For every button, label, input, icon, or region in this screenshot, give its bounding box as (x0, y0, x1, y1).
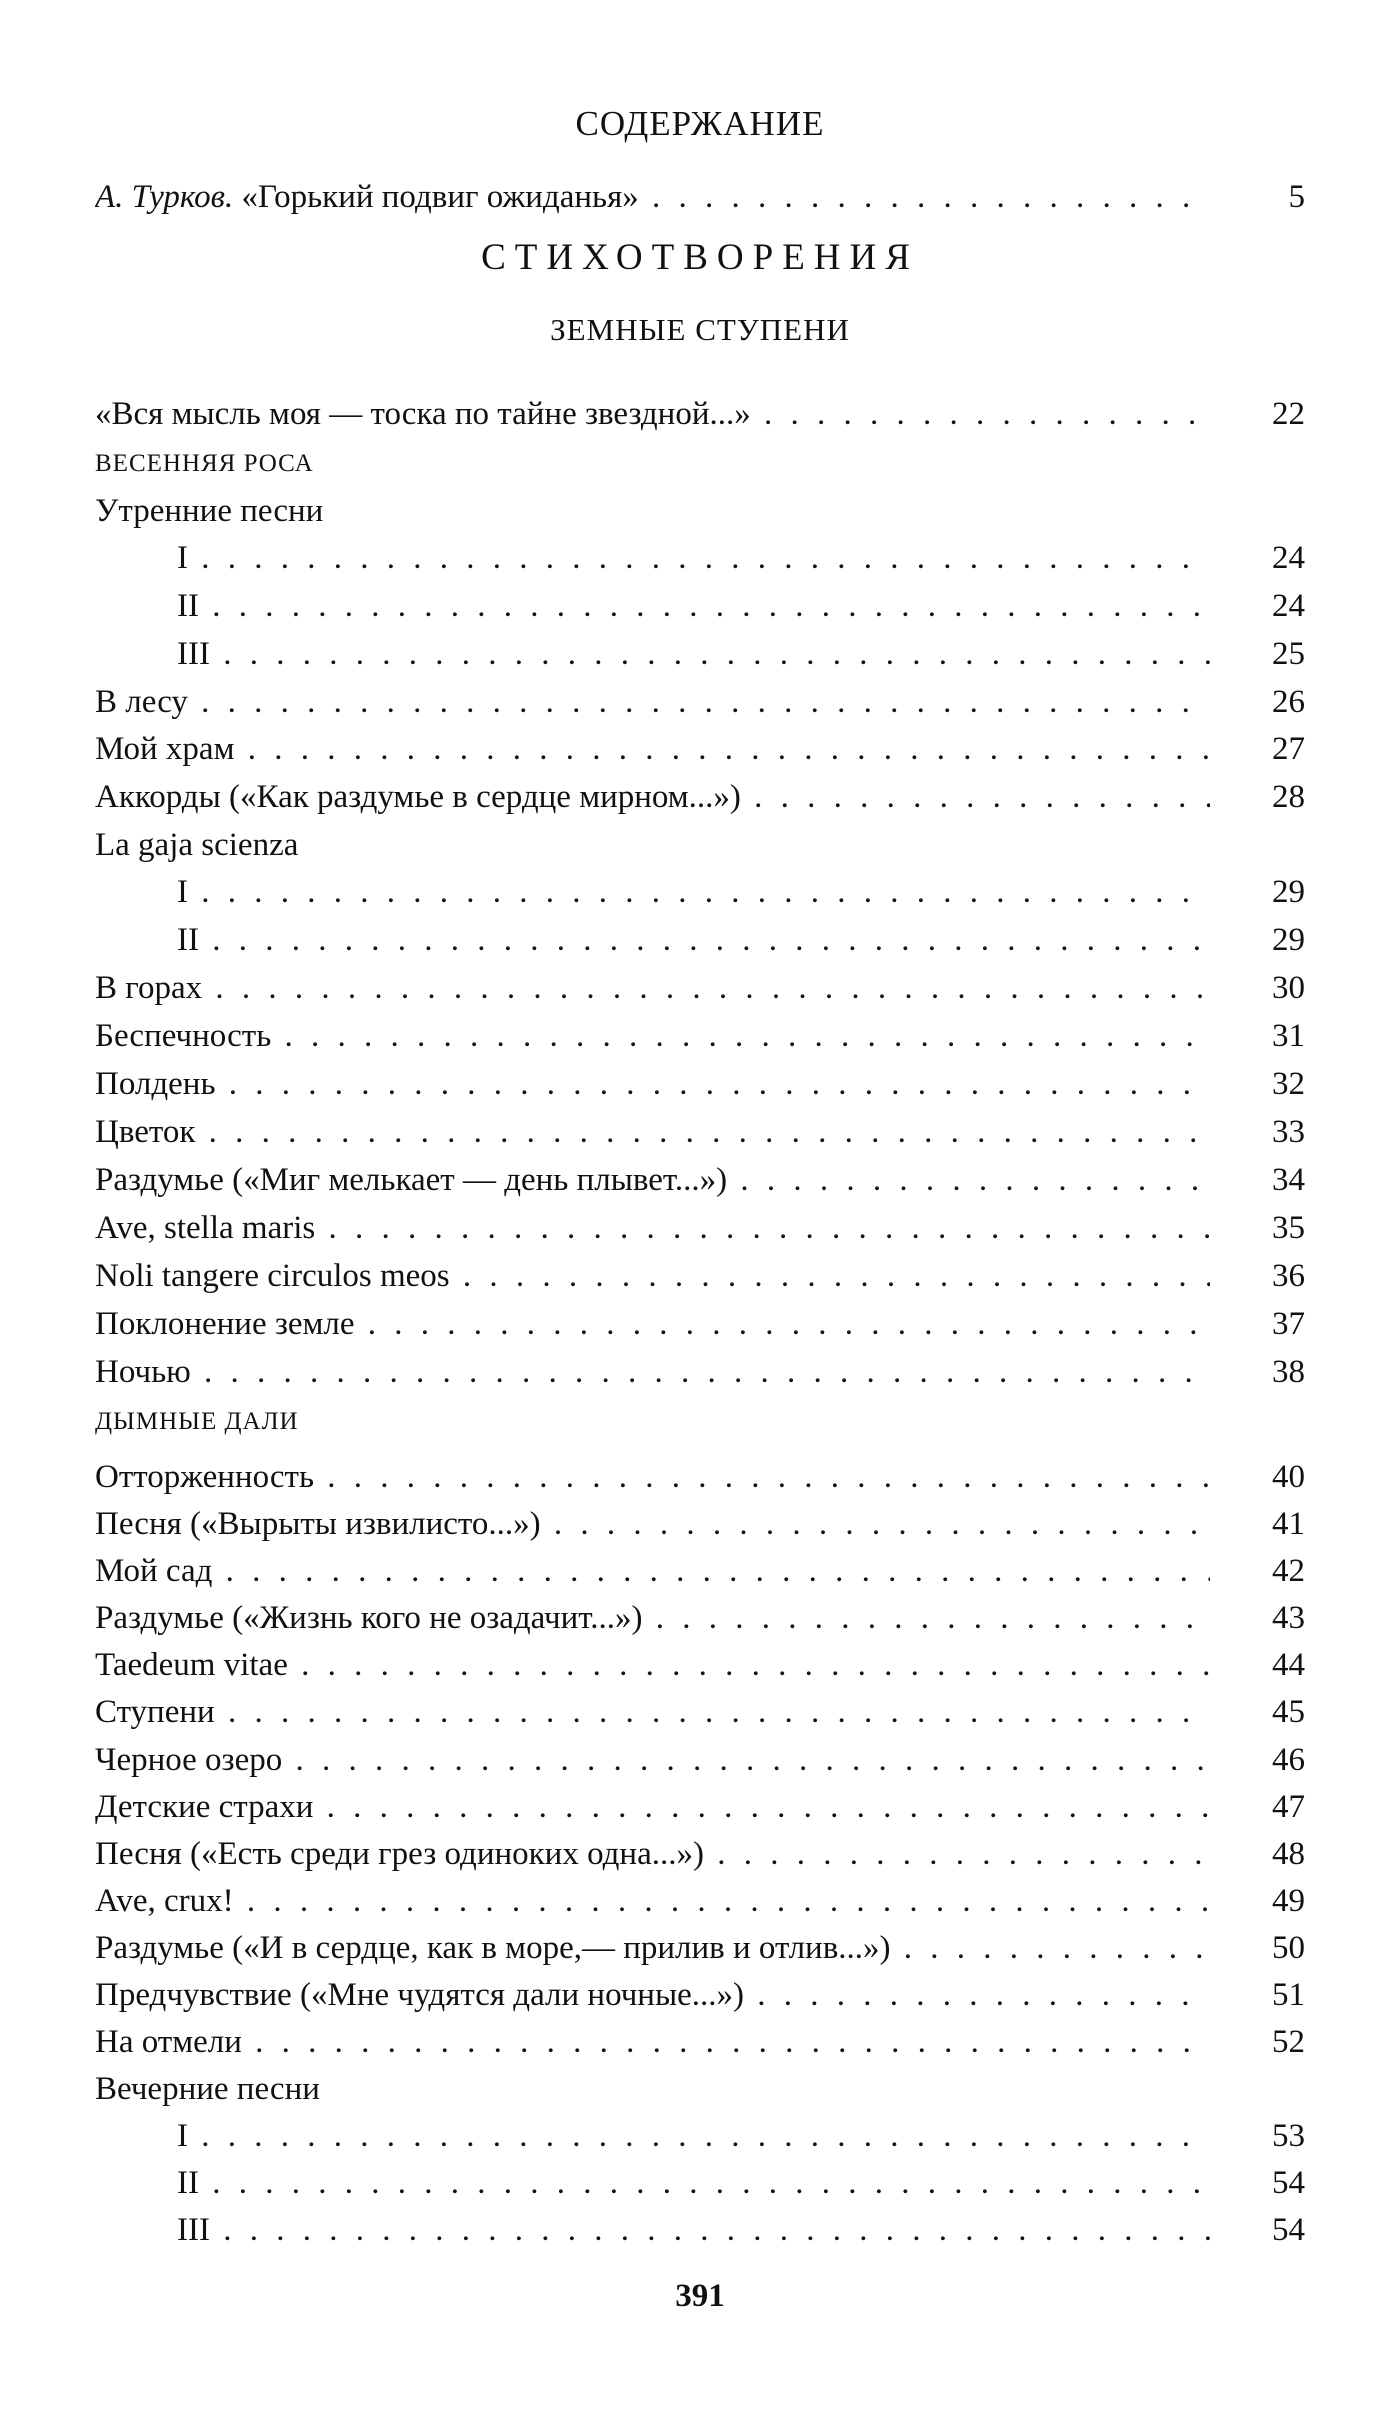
toc-entry (95, 1206, 1305, 1250)
toc-entry (95, 870, 1305, 914)
toc-entry-title: Taedeum vitae . . . (95, 1643, 1210, 1687)
toc-entry-title: Черное озеро . . . (95, 1738, 1210, 1782)
toc-entry (95, 1455, 1305, 1499)
toc-entry-title: Цветок . . . (95, 1110, 1210, 1154)
toc-entry (95, 680, 1305, 724)
toc-entry-page: 29 (1272, 922, 1305, 958)
toc-entry-page: 34 (1272, 1162, 1305, 1198)
toc-entry (95, 1690, 1305, 1734)
toc-entry-preface (95, 175, 1305, 219)
toc-entry-page: 32 (1272, 1066, 1305, 1102)
toc-entry-title: III . . . (177, 632, 1210, 676)
toc-entry-title: II . . . (177, 584, 1210, 628)
toc-entry-title: I . . . (177, 536, 1210, 580)
toc-entry (95, 584, 1305, 628)
toc-entry-page: 37 (1272, 1306, 1305, 1342)
toc-entry (95, 632, 1305, 676)
toc-entry-title: Песня («Есть среди грез одиноких одна...») . . . (95, 1832, 1210, 1876)
toc-entry-page: 24 (1272, 588, 1305, 624)
toc-entry-page: 36 (1272, 1258, 1305, 1294)
toc-entry (95, 1926, 1305, 1970)
toc-entry (95, 1158, 1305, 1202)
toc-entry (95, 2208, 1305, 2252)
toc-entry-page: 29 (1272, 874, 1305, 910)
toc-entry (95, 918, 1305, 962)
toc-entry-title: Раздумье («Жизнь кого не озадачит...») . . . (95, 1596, 1210, 1640)
toc-entry-title: I . . . (177, 2114, 1210, 2158)
toc-entry-title: Песня («Вырыты извилисто...») . . . (95, 1502, 1210, 1546)
toc-entry (95, 1549, 1305, 1593)
toc-entry (95, 2020, 1305, 2064)
toc-entry (95, 392, 1305, 436)
toc-entry-page: 25 (1272, 636, 1305, 672)
toc-entry-page: 28 (1272, 779, 1305, 815)
toc-group-title: Утренние песни (95, 493, 324, 529)
toc-entry (95, 1832, 1305, 1876)
page-number: 391 (675, 2278, 725, 2314)
toc-entry-title: Раздумье («И в сердце, как в море,— прилив и отлив...») . . . (95, 1926, 1210, 1970)
toc-entry-title: Мой храм . . . (95, 727, 1210, 771)
toc-entry (95, 2161, 1305, 2205)
toc-entry (95, 1785, 1305, 1829)
poems-heading: СТИХОТВОРЕНИЯ (481, 237, 919, 278)
toc-group-title: Вечерние песни (95, 2071, 320, 2107)
toc-entry-title: Ночью . . . (95, 1350, 1210, 1394)
toc-entry-page: 22 (1272, 396, 1305, 432)
toc-entry-title: Ave, stella maris . . . (95, 1206, 1210, 1250)
contents-heading: СОДЕРЖАНИЕ (575, 104, 825, 143)
toc-entry (95, 1350, 1305, 1394)
preface-entry-text (95, 175, 1210, 219)
toc-entry-title: II . . . (177, 2161, 1210, 2205)
toc-entry-title: I . . . (177, 870, 1210, 914)
toc-entry (95, 775, 1305, 819)
toc-group-heading (95, 2067, 1305, 2111)
toc-entry (95, 966, 1305, 1010)
toc-group-title: La gaja scienza (95, 827, 299, 863)
toc-entry-page: 53 (1272, 2118, 1305, 2154)
toc-entry-title: Предчувствие («Мне чудятся дали ночные...») . . . (95, 1973, 1210, 2017)
toc-entry-page: 33 (1272, 1114, 1305, 1150)
toc-entry-page: 44 (1272, 1647, 1305, 1683)
toc-entry-page: 40 (1272, 1459, 1305, 1495)
toc-entry-title: Ave, crux! . . . (95, 1879, 1210, 1923)
toc-entry (95, 1014, 1305, 1058)
toc-entry-page: 24 (1272, 540, 1305, 576)
toc-entry (95, 727, 1305, 771)
toc-entry-page: 43 (1272, 1600, 1305, 1636)
toc-section-title: ДЫМНЫЕ ДАЛИ (95, 1408, 299, 1435)
toc-entry (95, 1643, 1305, 1687)
toc-entry-page: 45 (1272, 1694, 1305, 1730)
toc-entry (95, 1973, 1305, 2017)
toc-entry-title: Аккорды («Как раздумье в сердце мирном...») . . . (95, 775, 1210, 819)
toc-entry-title: Беспечность . . . (95, 1014, 1210, 1058)
toc-entry-page: 51 (1272, 1977, 1305, 2013)
toc-entry-page: 42 (1272, 1553, 1305, 1589)
toc-entry (95, 1110, 1305, 1154)
toc-section-title: ВЕСЕННЯЯ РОСА (95, 450, 314, 477)
toc-entry (95, 536, 1305, 580)
toc-entry-page: 46 (1272, 1742, 1305, 1778)
toc-entry-title: Поклонение земле . . . (95, 1302, 1210, 1346)
toc-entry-title: Отторженность . . . (95, 1455, 1210, 1499)
toc-entry (95, 1596, 1305, 1640)
toc-entry-page: 48 (1272, 1836, 1305, 1872)
toc-entry-page: 54 (1272, 2212, 1305, 2248)
toc-section-heading (95, 442, 1305, 486)
toc-entry (95, 2114, 1305, 2158)
preface-page-number: 5 (1288, 179, 1305, 215)
toc-entry-title: Ступени . . . (95, 1690, 1210, 1734)
toc-entry-page: 38 (1272, 1354, 1305, 1390)
toc-entry-page: 52 (1272, 2024, 1305, 2060)
toc-section-heading (95, 1400, 1305, 1444)
toc-group-heading (95, 823, 1305, 867)
toc-entry-title: III . . . (177, 2208, 1210, 2252)
toc-entry (95, 1302, 1305, 1346)
toc-entry-title: Полдень . . . (95, 1062, 1210, 1106)
toc-entry-title: Детские страхи . . . (95, 1785, 1210, 1829)
toc-entry-title: «Вся мысль моя — тоска по тайне звездной...» . . . (95, 392, 1210, 436)
toc-entry-title: На отмели . . . (95, 2020, 1210, 2064)
toc-entry-title: В горах . . . (95, 966, 1210, 1010)
toc-entry-page: 50 (1272, 1930, 1305, 1966)
toc-entry-page: 41 (1272, 1506, 1305, 1542)
toc-entry-page: 35 (1272, 1210, 1305, 1246)
toc-entry-page: 26 (1272, 684, 1305, 720)
toc-entry-page: 47 (1272, 1789, 1305, 1825)
toc-entry-page: 54 (1272, 2165, 1305, 2201)
toc-entry (95, 1738, 1305, 1782)
cycle-heading: ЗЕМНЫЕ СТУПЕНИ (550, 312, 850, 347)
toc-entry (95, 1062, 1305, 1106)
preface-author: А. Турков. (95, 179, 234, 215)
toc-entry-title: Noli tangere circulos meos . . . (95, 1254, 1210, 1298)
toc-entry-title: Раздумье («Миг мелькает — день плывет...») . . . (95, 1158, 1210, 1202)
toc-entry (95, 1879, 1305, 1923)
toc-entry-page: 27 (1272, 731, 1305, 767)
preface-title: «Горький подвиг ожиданья» (241, 179, 639, 215)
toc-entry-title: II . . . (177, 918, 1210, 962)
toc-entry-title: Мой сад . . . (95, 1549, 1210, 1593)
toc-entry (95, 1502, 1305, 1546)
toc-entry (95, 1254, 1305, 1298)
toc-page (95, 0, 1305, 2428)
toc-group-heading (95, 489, 1305, 533)
toc-entry-title: В лесу . . . (95, 680, 1210, 724)
toc-entry-page: 49 (1272, 1883, 1305, 1919)
toc-entry-page: 31 (1272, 1018, 1305, 1054)
toc-entry-page: 30 (1272, 970, 1305, 1006)
